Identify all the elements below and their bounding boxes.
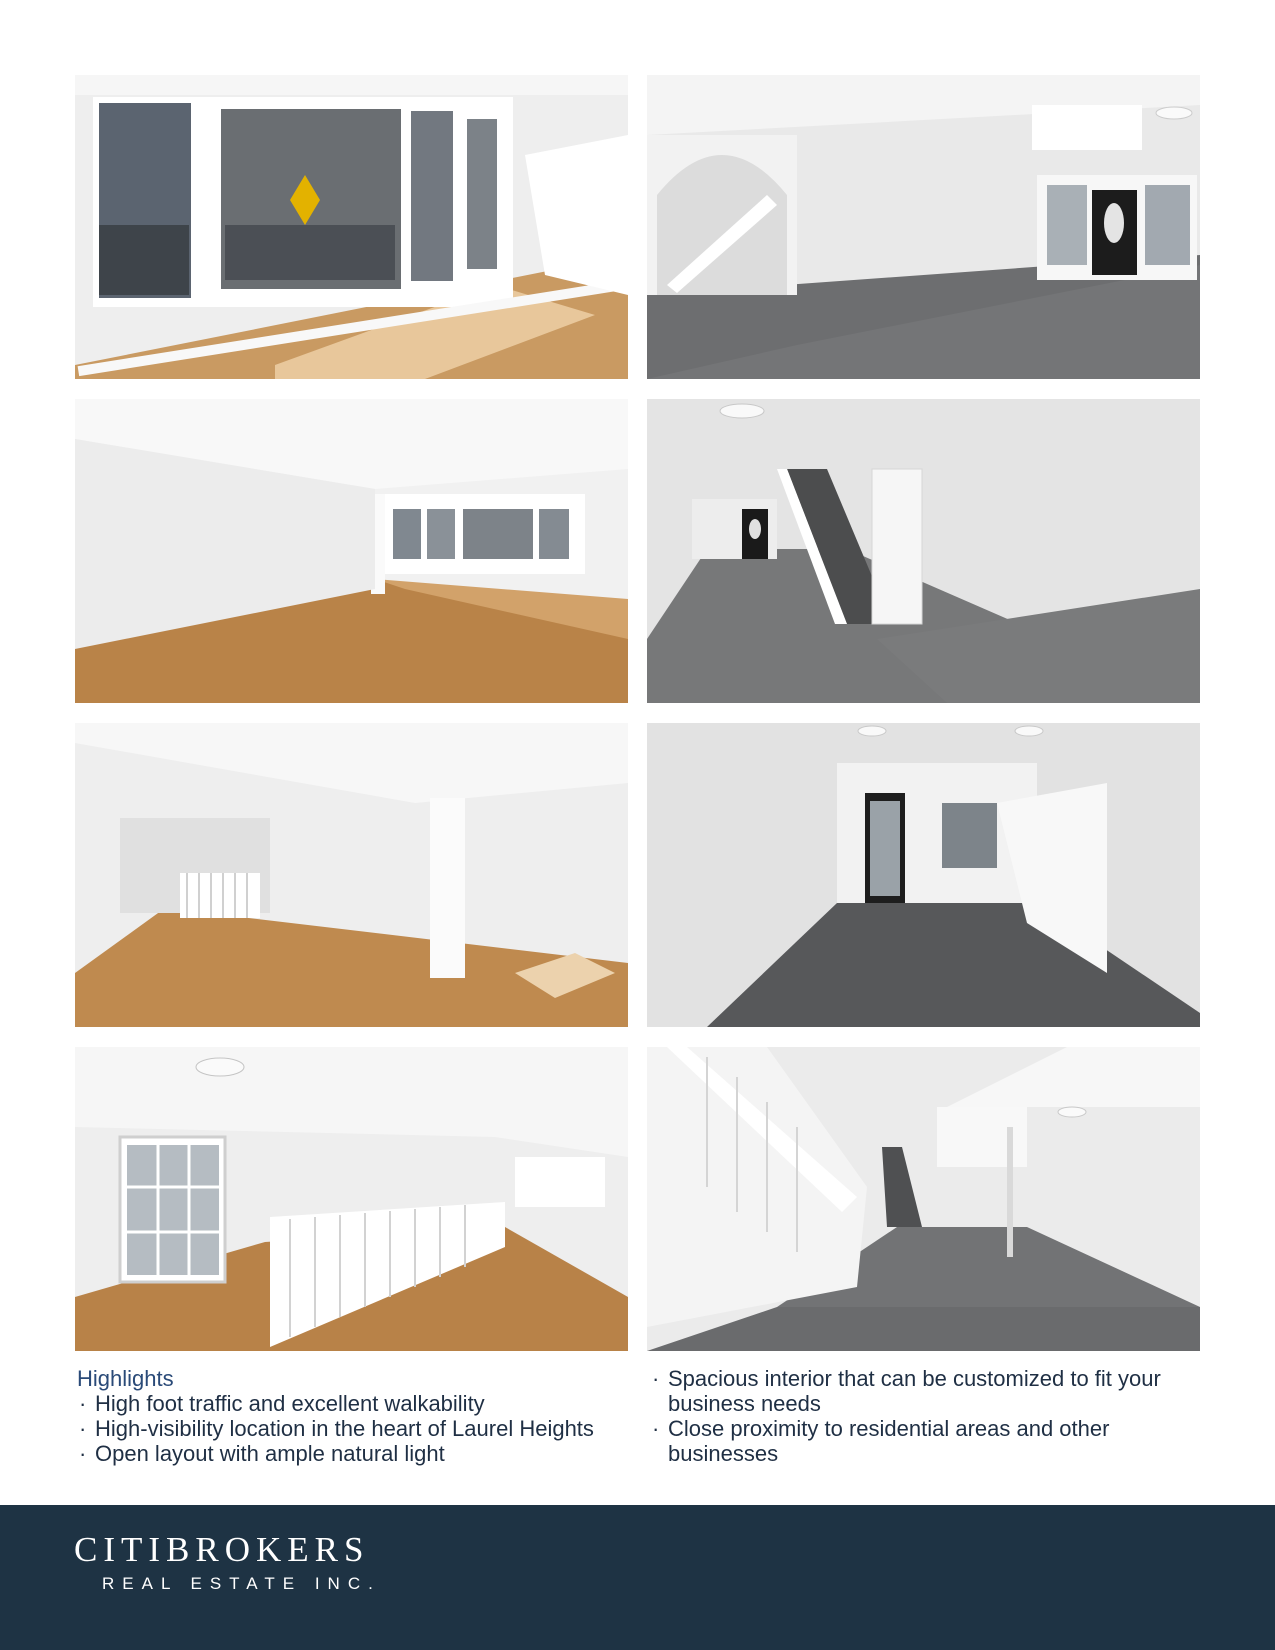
list-item: · High-visibility location in the heart of Laurel Heights — [77, 1416, 637, 1441]
list-item: · Open layout with ample natural light — [77, 1441, 637, 1466]
photo-storefront-window-room — [75, 75, 628, 379]
highlights-right — [650, 1366, 1210, 1466]
photo-grey-floor-corridor — [647, 723, 1200, 1027]
list-item: · High foot traffic and excellent walkability — [77, 1391, 637, 1416]
highlights-right-list — [650, 1366, 1210, 1466]
list-item: · Spacious interior that can be customized to fit your business needs — [650, 1366, 1210, 1416]
photo-open-room-wood-floor — [75, 399, 628, 703]
highlights-title: Highlights — [77, 1366, 174, 1391]
photo-entry-hall-with-arch — [647, 75, 1200, 379]
photo-stair-hallway — [647, 399, 1200, 703]
photo-room-with-column — [75, 723, 628, 1027]
highlights-left — [77, 1366, 637, 1466]
brand-subtitle: REAL ESTATE INC. — [102, 1574, 381, 1593]
highlights-left-list — [77, 1391, 637, 1466]
brand-logo-text: CITIBROKERS — [74, 1530, 370, 1569]
photo-main-floor-stairs — [647, 1047, 1200, 1351]
photo-upper-landing-railing — [75, 1047, 628, 1351]
list-item: · Close proximity to residential areas and other businesses — [650, 1416, 1210, 1466]
